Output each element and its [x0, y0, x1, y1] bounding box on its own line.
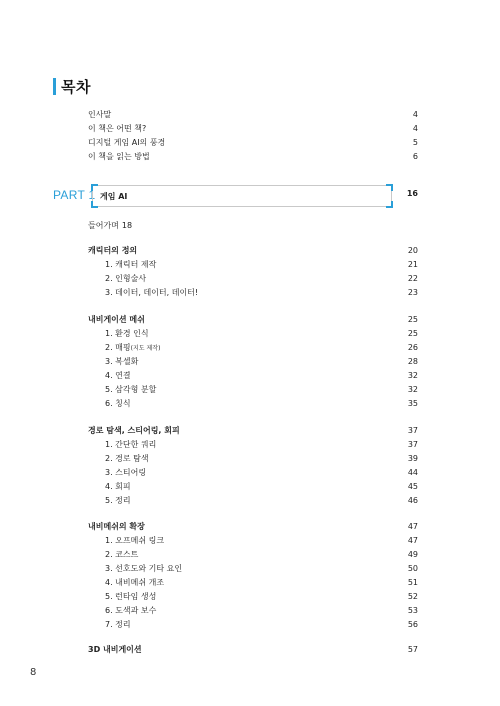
entry-page: 4 — [412, 109, 418, 119]
toc-entry[interactable] — [88, 122, 418, 134]
entry-page: 18 — [121, 221, 133, 230]
subentry-title: 2. 매핑 — [105, 342, 131, 352]
subentry-title: 6. 도색과 보수 — [105, 605, 157, 615]
entry-title: 이 책은 어떤 책? — [88, 123, 147, 133]
subentry-title: 5. 삼각형 분할 — [105, 384, 157, 394]
subentry-title: 3. 복셀화 — [105, 356, 139, 366]
toc-subentry[interactable] — [105, 452, 418, 464]
entry-title: 인사말 — [88, 109, 112, 119]
subentry-page: 53 — [407, 605, 418, 615]
toc-subentry[interactable] — [105, 534, 418, 546]
subentry-title: 3. 스티어링 — [105, 467, 147, 477]
entry-title: 디지털 게임 AI의 풍경 — [88, 137, 166, 147]
subentry-page: 23 — [407, 287, 418, 297]
subentry-title: 5. 정리 — [105, 495, 131, 505]
toc-subentry[interactable] — [105, 369, 418, 381]
toc-entry[interactable] — [88, 150, 418, 162]
subentry-page: 22 — [407, 273, 418, 283]
entry-title: 이 책을 읽는 방법 — [88, 151, 150, 161]
subentry-title: 2. 경로 탐색 — [105, 453, 149, 463]
subentry-page: 37 — [407, 439, 418, 449]
subentry-title: 3. 선호도와 기타 요인 — [105, 563, 183, 573]
toc-heading — [53, 76, 91, 96]
box-corner-marker — [386, 184, 393, 191]
section-page: 47 — [407, 521, 418, 531]
toc-subentry[interactable] — [105, 272, 418, 284]
toc-subentry[interactable] — [105, 258, 418, 270]
subentry-title: 2. 코스트 — [105, 549, 139, 559]
subentry-page: 39 — [407, 453, 418, 463]
heading-accent-bar — [53, 78, 56, 95]
page-number: 8 — [30, 667, 37, 678]
subentry-title: 1. 환경 인식 — [105, 328, 149, 338]
part-page: 16 — [406, 189, 418, 198]
entry-page: 4 — [412, 123, 418, 133]
subentry-title: 7. 정리 — [105, 619, 131, 629]
subentry-page: 52 — [407, 591, 418, 601]
toc-section[interactable] — [88, 313, 418, 325]
toc-subentry[interactable] — [105, 562, 418, 574]
toc-subentry[interactable] — [105, 604, 418, 616]
part-title-box[interactable] — [92, 185, 392, 207]
section-page: 25 — [407, 314, 418, 324]
toc-subentry[interactable] — [105, 480, 418, 492]
toc-subentry[interactable] — [105, 548, 418, 560]
toc-section[interactable] — [88, 244, 418, 256]
toc-title: 목차 — [61, 77, 91, 96]
subentry-page: 47 — [407, 535, 418, 545]
section-title: 3D 내비게이션 — [88, 644, 142, 654]
subentry-title: 1. 간단한 쿼리 — [105, 439, 157, 449]
subentry-page: 49 — [407, 549, 418, 559]
toc-subentry[interactable] — [105, 383, 418, 395]
toc-entry[interactable] — [88, 136, 418, 148]
part-label: PART 1 — [53, 188, 96, 202]
subentry-title-with-note — [105, 342, 160, 353]
section-title: 내비메쉬의 확장 — [88, 521, 145, 531]
subentry-page: 35 — [407, 398, 418, 408]
subentry-page: 46 — [407, 495, 418, 505]
subentry-title: 3. 데이터, 데이터, 데이터! — [105, 287, 199, 297]
toc-subentry[interactable] — [105, 438, 418, 450]
part-title: 게임 AI — [100, 192, 128, 201]
subentry-page: 56 — [407, 619, 418, 629]
subentry-page: 45 — [407, 481, 418, 491]
subentry-page: 50 — [407, 563, 418, 573]
toc-subentry[interactable] — [105, 618, 418, 630]
toc-subentry[interactable] — [105, 397, 418, 409]
subentry-page: 32 — [407, 384, 418, 394]
toc-subentry[interactable] — [105, 576, 418, 588]
entry-title: 들어가며 — [88, 221, 119, 230]
entry-page: 6 — [412, 151, 418, 161]
subentry-title: 5. 런타임 생성 — [105, 591, 157, 601]
toc-section[interactable] — [88, 424, 418, 436]
box-corner-marker — [386, 201, 393, 208]
subentry-page: 21 — [407, 259, 418, 269]
toc-subentry[interactable] — [105, 286, 418, 298]
section-title: 캐릭터의 정의 — [88, 245, 138, 255]
section-title: 경로 탐색, 스티어링, 회피 — [88, 425, 180, 435]
section-page: 20 — [407, 245, 418, 255]
subentry-title: 1. 오프메쉬 링크 — [105, 535, 165, 545]
section-page: 37 — [407, 425, 418, 435]
toc-subentry[interactable] — [105, 341, 418, 353]
section-title: 내비게이션 메쉬 — [88, 314, 145, 324]
subentry-title: 4. 회피 — [105, 481, 131, 491]
subentry-page: 26 — [407, 342, 418, 352]
toc-subentry[interactable] — [105, 494, 418, 506]
subentry-note: (지도 제작) — [130, 344, 161, 352]
box-corner-marker — [91, 201, 98, 208]
toc-section[interactable] — [88, 643, 418, 655]
subentry-page: 44 — [407, 467, 418, 477]
toc-subentry[interactable] — [105, 355, 418, 367]
box-corner-marker — [91, 184, 98, 191]
subentry-page: 32 — [407, 370, 418, 380]
toc-subentry[interactable] — [105, 327, 418, 339]
section-page: 57 — [407, 644, 418, 654]
subentry-title: 2. 인형술사 — [105, 273, 147, 283]
toc-subentry[interactable] — [105, 590, 418, 602]
subentry-page: 28 — [407, 356, 418, 366]
toc-entry-intro[interactable] — [88, 220, 132, 231]
toc-entry[interactable] — [88, 108, 418, 120]
entry-page: 5 — [412, 137, 418, 147]
subentry-title: 1. 캐릭터 제작 — [105, 259, 157, 269]
subentry-title: 4. 연결 — [105, 370, 131, 380]
subentry-title: 6. 칭식 — [105, 398, 131, 408]
subentry-page: 25 — [407, 328, 418, 338]
toc-subentry[interactable] — [105, 466, 418, 478]
subentry-title: 4. 내비메쉬 개조 — [105, 577, 165, 587]
toc-section[interactable] — [88, 520, 418, 532]
subentry-page: 51 — [407, 577, 418, 587]
